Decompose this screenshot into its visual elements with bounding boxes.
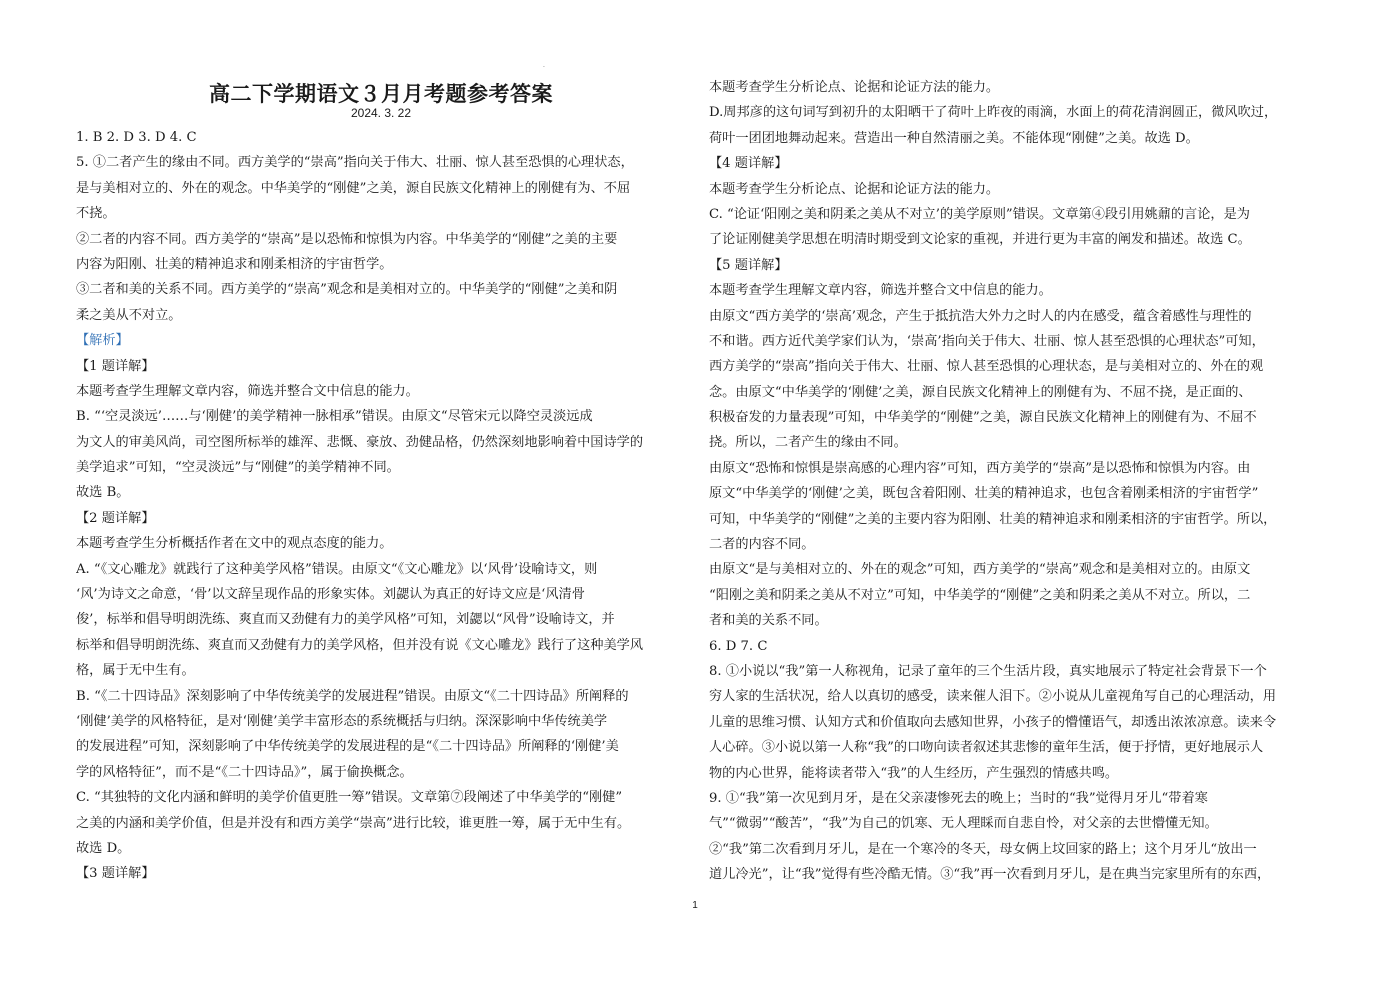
text-line: 二者的内容不同。 (709, 537, 815, 553)
text-line: ‘风’为诗文之命意，‘骨’以文辞呈现作品的形象实体。刘勰认为真正的好诗文应是‘风清骨 (76, 587, 585, 603)
document-title: 高二下学期语文３月月考题参考答案 (209, 82, 553, 106)
text-line: 原文“中华美学的‘刚健’之美，既包含着阳刚、壮美的精神追求，也包含着刚柔相济的宇宙哲学” (709, 486, 1259, 502)
text-line: 的发展进程”可知，深刻影响了中华传统美学的发展进程的是“《二十四诗品》所阐释的‘刚健’美 (76, 739, 619, 755)
text-line: 本题考查学生理解文章内容，筛选并整合文中信息的能力。 (709, 283, 1052, 299)
text-line: 是与美相对立的、外在的观念。中华美学的“刚健”之美，源自民族文化精神上的刚健有为、不屈 (76, 180, 631, 196)
text-line: 【5 题详解】 (709, 257, 788, 273)
text-line: 5. ①二者产生的缘由不同。西方美学的“崇高”指向关于伟大、壮丽、惊人甚至恐惧的心理状态， (76, 155, 634, 171)
text-line: ③二者和美的关系不同。西方美学的“崇高”观念和是美相对立的。中华美学的“刚健”之美和阴 (76, 282, 618, 298)
text-line: “阳刚之美和阴柔之美从不对立”可知，中华美学的“刚健”之美和阴柔之美从不对立。所以，二 (709, 587, 1251, 603)
text-line: 故选 D。 (76, 840, 131, 856)
text-line: 格，属于无中生有。 (76, 663, 195, 679)
text-line: 本题考查学生理解文章内容，筛选并整合文中信息的能力。 (76, 383, 419, 399)
page-number: 1 (692, 900, 698, 911)
text-line: C. “其独特的文化内涵和鲜明的美学价值更胜一筹”错误。文章第⑦段阐述了中华美学的“刚健” (76, 790, 623, 806)
text-line: 6. D 7. C (709, 638, 768, 654)
text-line: 美学追求”可知，“空灵淡远”与“刚健”的美学精神不同。 (76, 460, 400, 476)
text-line: 气”“微弱”“酸苦”，“我”为自己的饥寒、无人理睬而自悲自怜，对父亲的去世懵懂无知。 (709, 816, 1218, 832)
text-line: D.周邦彦的这句词写到初升的太阳晒干了荷叶上昨夜的雨滴，水面上的荷花清润圆正，微风吹过， (709, 105, 1278, 121)
text-line: 之美的内涵和美学价值，但是并没有和西方美学“崇高”进行比较，谁更胜一筹，属于无中生有。 (76, 815, 631, 831)
text-line: ②“我”第二次看到月牙儿，是在一个寒冷的冬天，母女俩上坟回家的路上；这个月牙儿“放出一 (709, 841, 1257, 857)
text-line: 了论证刚健美学思想在明清时期受到文论家的重视，并进行更为丰富的阐发和描述。故选 C。 (709, 232, 1251, 248)
text-line: 【1 题详解】 (76, 358, 155, 374)
text-line: 可知，中华美学的“刚健”之美的主要内容为阳刚、壮美的精神追求和刚柔相济的宇宙哲学。所以， (709, 511, 1277, 527)
text-line: 本题考查学生分析论点、论据和论证方法的能力。 (709, 181, 1000, 197)
text-line: 【4 题详解】 (709, 156, 788, 172)
text-line: 人心碎。③小说以第一人称“我”的口吻向读者叙述其悲惨的童年生活，便于抒情，更好地展示人 (709, 740, 1264, 756)
text-line: 由原文“是与美相对立的、外在的观念”可知，西方美学的“崇高”观念和是美相对立的。由原文 (709, 562, 1251, 578)
text-line: ②二者的内容不同。西方美学的“崇高”是以恐怖和惊惧为内容。中华美学的“刚健”之美的主要 (76, 231, 618, 247)
text-line: 由原文“西方美学的‘崇高’观念，产生于抵抗浩大外力之时人的内在感受，蕴含着感性与理性的 (709, 308, 1252, 324)
text-line: 9. ①“我”第一次见到月牙，是在父亲凄惨死去的晚上；当时的“我”觉得月牙儿“带着寒 (709, 790, 1208, 806)
text-line: 道儿冷光”，让“我”觉得有些冷酷无情。③“我”再一次看到月牙儿，是在典当完家里所有的东西， (709, 867, 1271, 883)
right-column-lines (709, 75, 1317, 888)
text-line: 者和美的关系不同。 (709, 613, 828, 629)
text-line: 西方美学的“崇高”指向关于伟大、壮丽、惊人甚至恐惧的心理状态，是与美相对立的、外在的观 (709, 359, 1264, 375)
text-line: 积极奋发的力量表现”可知，中华美学的“刚健”之美，源自民族文化精神上的刚健有为、不屈不 (709, 410, 1257, 426)
text-line: 儿童的思维习惯、认知方式和价值取向去感知世界，小孩子的懵懂语气，却透出浓浓凉意。读来令 (709, 714, 1277, 730)
text-line: 荷叶一团团地舞动起来。营造出一种自然清丽之美。不能体现“刚健”之美。故选 D。 (709, 130, 1199, 146)
text-line: 不和谐。西方近代美学家们认为，‘崇高’指向关于伟大、壮丽、惊人甚至恐惧的心理状态”可知， (709, 333, 1265, 349)
text-line: 8. ①小说以“我”第一人称视角，记录了童年的三个生活片段，真实地展示了特定社会背景下一个 (709, 663, 1267, 679)
text-line: 内容为阳刚、壮美的精神追求和刚柔相济的宇宙哲学。 (76, 256, 393, 272)
text-line: 为文人的审美风尚，司空图所标举的雄浑、悲慨、豪放、劲健品格，仍然深刻地影响着中国诗学的 (76, 434, 644, 450)
text-line: 【2 题详解】 (76, 510, 155, 526)
text-line: 不挠。 (76, 206, 116, 222)
document-date: 2024. 3. 22 (350, 106, 412, 120)
text-line: B. “《二十四诗品》深刻影响了中华传统美学的发展进程”错误。由原文“《二十四诗品》所阐释的 (76, 688, 629, 704)
text-line: 标举和倡导明朗洗练、爽直而又劲健有力的美学风格，但并没有说《文心雕龙》践行了这种美学风 (76, 637, 644, 653)
text-line: 念。由原文“中华美学的‘刚健’之美，源自民族文化精神上的刚健有为、不屈不挠，是正面的、 (709, 384, 1252, 400)
text-line: 本题考查学生分析概括作者在文中的观点态度的能力。 (76, 536, 393, 552)
text-line: C. “论证‘阳刚之美和阴柔之美从不对立’的美学原则”错误。文章第④段引用姚鼐的言论，是为 (709, 206, 1250, 222)
text-line: 【3 题详解】 (76, 866, 155, 882)
text-line: ‘刚健’美学的风格特征，是对‘刚健’美学丰富形态的系统概括与归纳。深深影响中华传统美学 (76, 713, 608, 729)
text-line: 1. B 2. D 3. D 4. C (76, 130, 197, 145)
text-line: 挠。所以，二者产生的缘由不同。 (709, 435, 907, 451)
text-line: 【解析】 (76, 333, 129, 349)
text-line: 故选 B。 (76, 485, 130, 501)
text-line: 俊’，标举和倡导明朗洗练、爽直而又劲健有力的美学风格”可知，刘勰以“风骨”设喻诗文，并 (76, 612, 615, 628)
text-line: B. “‘空灵淡远’……与‘刚健’的美学精神一脉相承”错误。由原文“尽管宋元以降空灵淡远成 (76, 409, 593, 425)
text-line: 穷人家的生活状况，给人以真切的感受，读来催人泪下。②小说从儿童视角写自己的心理活动，用 (709, 689, 1277, 705)
text-line: A. “《文心雕龙》就践行了这种美学风格”错误。由原文“《文心雕龙》以‘风骨’设喻诗文，则 (76, 561, 598, 577)
text-line: 柔之美从不对立。 (76, 307, 182, 323)
text-line: 由原文“恐怖和惊惧是崇高感的心理内容”可知，西方美学的“崇高”是以恐怖和惊惧为内容。由 (709, 460, 1251, 476)
corner-mark: . (543, 62, 545, 69)
text-line: 物的内心世界，能将读者带入“我”的人生经历，产生强烈的情感共鸣。 (709, 765, 1119, 781)
text-line: 本题考查学生分析论点、论据和论证方法的能力。 (709, 80, 1000, 95)
left-column-lines (76, 125, 686, 887)
text-line: 学的风格特征”，而不是“《二十四诗品》”，属于偷换概念。 (76, 764, 413, 780)
